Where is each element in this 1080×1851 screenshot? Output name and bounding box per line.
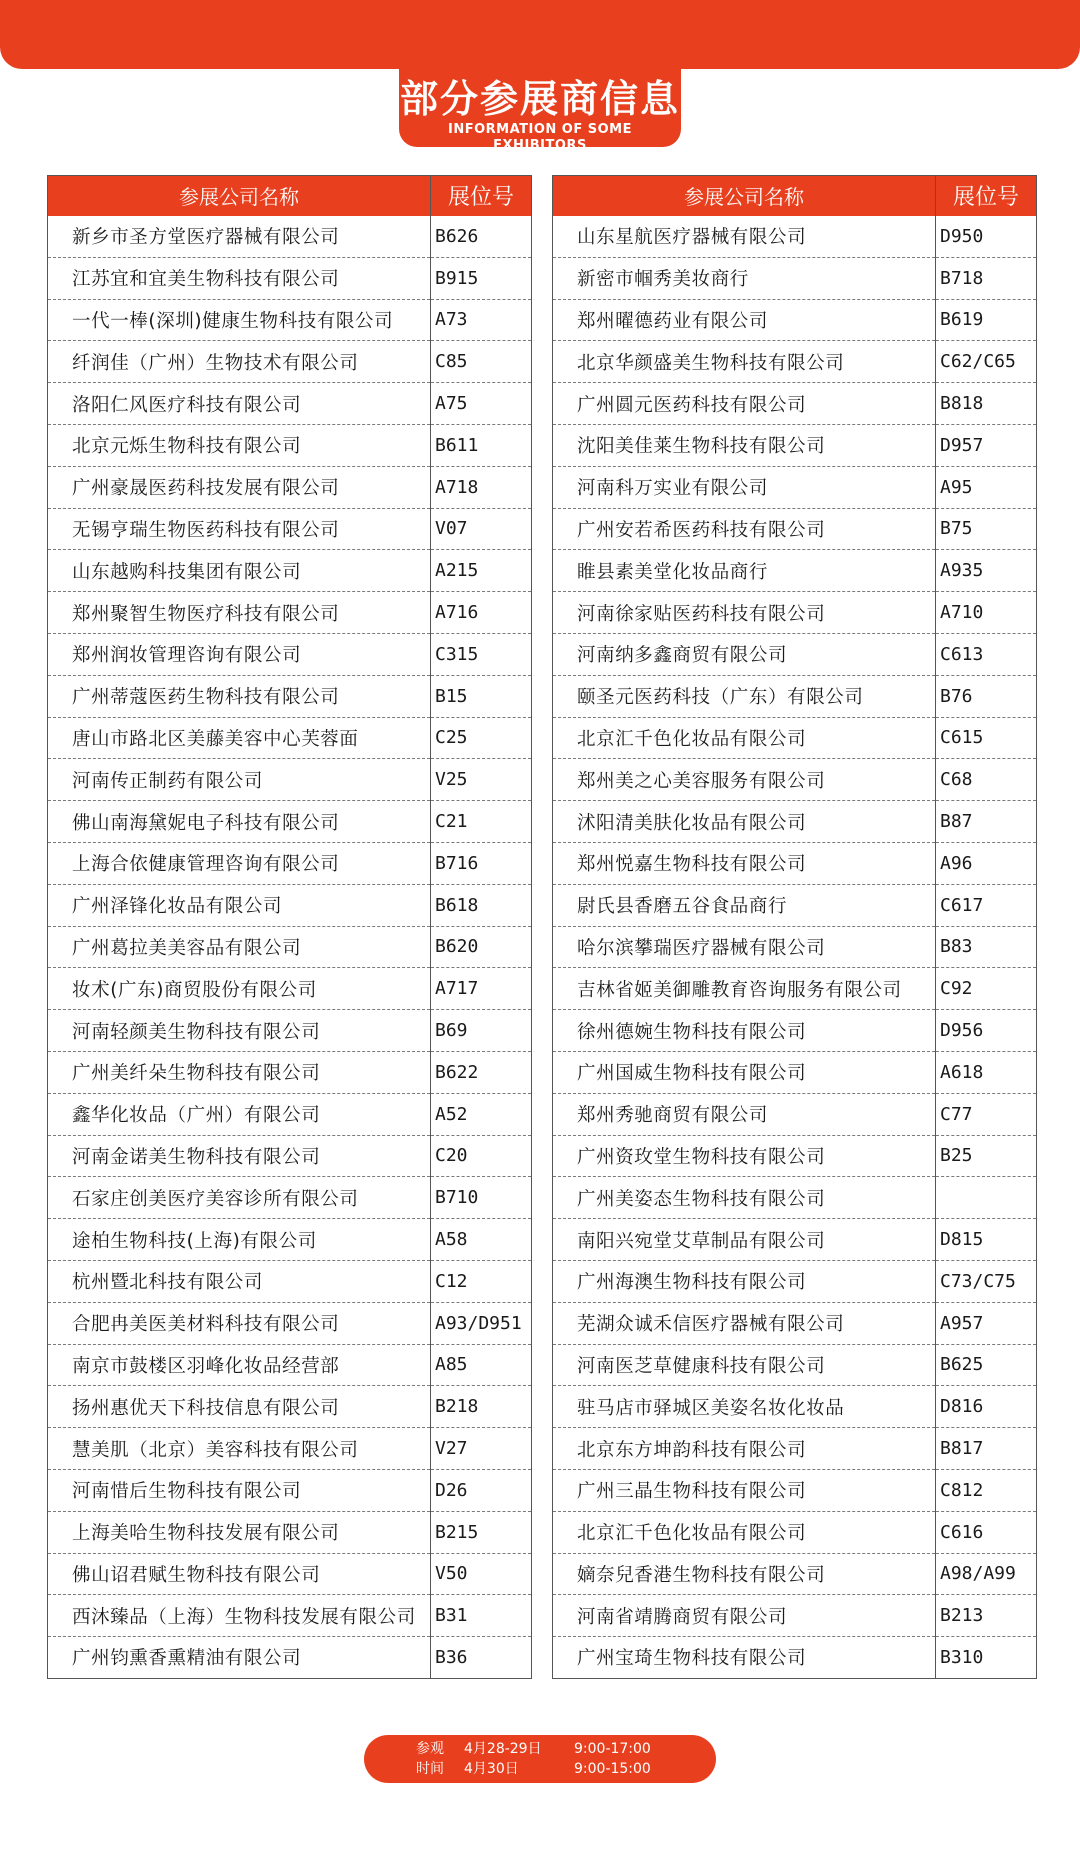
table-row xyxy=(48,466,532,508)
table-row xyxy=(48,801,532,843)
booth-number-cell: B611 xyxy=(431,424,532,466)
table-row xyxy=(48,1177,532,1219)
booth-number-cell: B213 xyxy=(936,1595,1037,1637)
booth-number-cell: C77 xyxy=(936,1093,1037,1135)
table-row xyxy=(553,1093,1037,1135)
table-row xyxy=(48,1219,532,1261)
company-name-cell: 广州三晶生物科技有限公司 xyxy=(553,1469,936,1511)
table-row xyxy=(48,1260,532,1302)
table-row xyxy=(553,717,1037,759)
booth-number-cell: C615 xyxy=(936,717,1037,759)
booth-number-cell: A85 xyxy=(431,1344,532,1386)
table-row xyxy=(48,383,532,425)
company-name-cell: 广州美姿态生物科技有限公司 xyxy=(553,1177,936,1219)
company-name-cell: 徐州德婉生物科技有限公司 xyxy=(553,1010,936,1052)
booth-number-cell: C62/C65 xyxy=(936,341,1037,383)
table-row xyxy=(553,299,1037,341)
booth-number-cell: A717 xyxy=(431,968,532,1010)
booth-number-cell: D957 xyxy=(936,424,1037,466)
company-name-cell: 洛阳仁风医疗科技有限公司 xyxy=(48,383,431,425)
visit-label-line1: 参观 xyxy=(416,1741,444,1757)
booth-number-cell: A52 xyxy=(431,1093,532,1135)
booth-number-cell: C613 xyxy=(936,633,1037,675)
company-name-cell: 无锡亨瑞生物医药科技有限公司 xyxy=(48,508,431,550)
company-name-cell: 郑州曜德药业有限公司 xyxy=(553,299,936,341)
table-row xyxy=(48,1302,532,1344)
booth-number-cell: V27 xyxy=(431,1428,532,1470)
table-row xyxy=(553,216,1037,258)
table-row xyxy=(553,1010,1037,1052)
company-name-cell: 吉林省姬美御雕教育咨询服务有限公司 xyxy=(553,968,936,1010)
company-name-cell: 广州葛拉美美容品有限公司 xyxy=(48,926,431,968)
company-name-cell: 尉氏县香磨五谷食品商行 xyxy=(553,884,936,926)
company-name-cell: 河南科万实业有限公司 xyxy=(553,466,936,508)
booth-number-cell: A95 xyxy=(936,466,1037,508)
table-row xyxy=(48,1637,532,1679)
company-name-cell: 河南传正制药有限公司 xyxy=(48,759,431,801)
company-name-cell: 慧美肌（北京）美容科技有限公司 xyxy=(48,1428,431,1470)
table-row xyxy=(553,508,1037,550)
company-name-cell: 佛山诏君赋生物科技有限公司 xyxy=(48,1553,431,1595)
company-name-cell: 河南纳多鑫商贸有限公司 xyxy=(553,633,936,675)
booth-number-cell: C21 xyxy=(431,801,532,843)
table-header-row xyxy=(553,176,1037,216)
table-row xyxy=(553,1135,1037,1177)
visit-date-1: 4月28-29日 xyxy=(464,1741,542,1757)
table-row xyxy=(553,842,1037,884)
company-name-cell: 新密市帼秀美妆商行 xyxy=(553,257,936,299)
booth-number-cell: C616 xyxy=(936,1511,1037,1553)
company-name-cell: 广州泽锋化妆品有限公司 xyxy=(48,884,431,926)
top-banner-bar xyxy=(0,0,1080,69)
table-row xyxy=(48,1344,532,1386)
company-name-cell: 纤润佳（广州）生物技术有限公司 xyxy=(48,341,431,383)
company-name-cell: 河南惜后生物科技有限公司 xyxy=(48,1469,431,1511)
company-name-cell: 河南徐家贴医药科技有限公司 xyxy=(553,592,936,634)
visit-time-1: 9:00-17:00 xyxy=(574,1741,651,1757)
table-row xyxy=(48,675,532,717)
table-row xyxy=(48,592,532,634)
booth-number-cell: B75 xyxy=(936,508,1037,550)
table-row xyxy=(553,1469,1037,1511)
table-row xyxy=(553,341,1037,383)
company-name-cell: 郑州润妆管理咨询有限公司 xyxy=(48,633,431,675)
table-row xyxy=(48,216,532,258)
table-row xyxy=(553,968,1037,1010)
table-row xyxy=(553,1428,1037,1470)
booth-number-cell: B31 xyxy=(431,1595,532,1637)
company-name-cell: 河南金诺美生物科技有限公司 xyxy=(48,1135,431,1177)
booth-number-cell: A96 xyxy=(936,842,1037,884)
company-name-cell: 郑州悦嘉生物科技有限公司 xyxy=(553,842,936,884)
booth-number-cell: A935 xyxy=(936,550,1037,592)
booth-number-cell: B716 xyxy=(431,842,532,884)
table-row xyxy=(48,508,532,550)
company-name-cell: 新乡市圣方堂医疗器械有限公司 xyxy=(48,216,431,258)
table-row xyxy=(48,968,532,1010)
booth-number-cell: C20 xyxy=(431,1135,532,1177)
company-name-cell: 合肥冉美医美材料科技有限公司 xyxy=(48,1302,431,1344)
booth-number-cell: D815 xyxy=(936,1219,1037,1261)
company-name-cell: 郑州聚智生物医疗科技有限公司 xyxy=(48,592,431,634)
table-row xyxy=(553,1553,1037,1595)
company-name-cell: 一代一棒(深圳)健康生物科技有限公司 xyxy=(48,299,431,341)
company-name-cell: 广州圆元医药科技有限公司 xyxy=(553,383,936,425)
company-name-cell: 广州国威生物科技有限公司 xyxy=(553,1051,936,1093)
column-header-booth: 展位号 xyxy=(431,176,532,216)
table-row xyxy=(553,1051,1037,1093)
table-row xyxy=(48,257,532,299)
booth-number-cell: C12 xyxy=(431,1260,532,1302)
table-row xyxy=(48,1051,532,1093)
table-row xyxy=(553,1595,1037,1637)
booth-number-cell: A75 xyxy=(431,383,532,425)
company-name-cell: 江苏宜和宜美生物科技有限公司 xyxy=(48,257,431,299)
column-header-company: 参展公司名称 xyxy=(48,176,431,216)
booth-number-cell: V25 xyxy=(431,759,532,801)
booth-number-cell: B25 xyxy=(936,1135,1037,1177)
table-row xyxy=(48,1511,532,1553)
table-row xyxy=(553,1302,1037,1344)
company-name-cell: 芜湖众诚禾信医疗器械有限公司 xyxy=(553,1302,936,1344)
table-row xyxy=(48,299,532,341)
table-row xyxy=(48,550,532,592)
table-row xyxy=(48,1010,532,1052)
booth-number-cell: A718 xyxy=(431,466,532,508)
table-row xyxy=(553,1177,1037,1219)
table-row xyxy=(48,1093,532,1135)
company-name-cell: 佛山南海黛妮电子科技有限公司 xyxy=(48,801,431,843)
company-name-cell: 北京东方坤韵科技有限公司 xyxy=(553,1428,936,1470)
table-row xyxy=(48,1553,532,1595)
table-row xyxy=(553,1260,1037,1302)
booth-number-cell: B622 xyxy=(431,1051,532,1093)
table-row xyxy=(48,759,532,801)
booth-number-cell: C315 xyxy=(431,633,532,675)
table-row xyxy=(48,341,532,383)
visit-label-line2: 时间 xyxy=(416,1761,444,1777)
table-row xyxy=(553,759,1037,801)
table-row xyxy=(48,884,532,926)
page-title: 部分参展商信息 xyxy=(399,77,680,121)
booth-number-cell: B76 xyxy=(936,675,1037,717)
booth-number-cell: A957 xyxy=(936,1302,1037,1344)
booth-number-cell: B619 xyxy=(936,299,1037,341)
booth-number-cell: A58 xyxy=(431,1219,532,1261)
booth-number-cell: A716 xyxy=(431,592,532,634)
company-name-cell: 河南轻颜美生物科技有限公司 xyxy=(48,1010,431,1052)
company-name-cell: 唐山市路北区美藤美容中心芙蓉面 xyxy=(48,717,431,759)
company-name-cell: 途柏生物科技(上海)有限公司 xyxy=(48,1219,431,1261)
table-row xyxy=(48,717,532,759)
company-name-cell: 上海合依健康管理咨询有限公司 xyxy=(48,842,431,884)
company-name-cell: 郑州秀驰商贸有限公司 xyxy=(553,1093,936,1135)
table-row xyxy=(553,550,1037,592)
company-name-cell: 嫡奈兒香港生物科技有限公司 xyxy=(553,1553,936,1595)
booth-number-cell: B718 xyxy=(936,257,1037,299)
table-row xyxy=(48,1386,532,1428)
company-name-cell: 妆术(广东)商贸股份有限公司 xyxy=(48,968,431,1010)
exhibitor-table-right xyxy=(552,175,1037,1679)
booth-number-cell: B817 xyxy=(936,1428,1037,1470)
table-row xyxy=(553,801,1037,843)
company-name-cell: 河南医芝草健康科技有限公司 xyxy=(553,1344,936,1386)
booth-number-cell: A98/A99 xyxy=(936,1553,1037,1595)
table-row xyxy=(553,424,1037,466)
company-name-cell: 哈尔滨攀瑞医疗器械有限公司 xyxy=(553,926,936,968)
page-subtitle: INFORMATION OF SOME EXHIBITORS xyxy=(448,122,632,153)
table-row xyxy=(553,1344,1037,1386)
table-row xyxy=(48,1135,532,1177)
company-name-cell: 广州美纤朵生物科技有限公司 xyxy=(48,1051,431,1093)
company-name-cell: 石家庄创美医疗美容诊所有限公司 xyxy=(48,1177,431,1219)
booth-number-cell: C73/C75 xyxy=(936,1260,1037,1302)
company-name-cell: 广州安若希医药科技有限公司 xyxy=(553,508,936,550)
table-row xyxy=(48,1428,532,1470)
booth-number-cell: D950 xyxy=(936,216,1037,258)
company-name-cell: 北京元烁生物科技有限公司 xyxy=(48,424,431,466)
company-name-cell: 颐圣元医药科技（广东）有限公司 xyxy=(553,675,936,717)
company-name-cell: 广州钧熏香熏精油有限公司 xyxy=(48,1637,431,1679)
booth-number-cell: A73 xyxy=(431,299,532,341)
booth-number-cell: V07 xyxy=(431,508,532,550)
table-row xyxy=(553,1511,1037,1553)
table-row xyxy=(553,592,1037,634)
table-header-row xyxy=(48,176,532,216)
table-row xyxy=(48,424,532,466)
table-row xyxy=(553,383,1037,425)
booth-number-cell: B818 xyxy=(936,383,1037,425)
booth-number-cell: A618 xyxy=(936,1051,1037,1093)
company-name-cell: 南京市鼓楼区羽峰化妆品经营部 xyxy=(48,1344,431,1386)
booth-number-cell: B625 xyxy=(936,1344,1037,1386)
booth-number-cell: D816 xyxy=(936,1386,1037,1428)
exhibitor-table-right-body xyxy=(553,216,1037,1679)
booth-number-cell: B83 xyxy=(936,926,1037,968)
company-name-cell: 上海美哈生物科技发展有限公司 xyxy=(48,1511,431,1553)
booth-number-cell: D26 xyxy=(431,1469,532,1511)
table-row xyxy=(553,1386,1037,1428)
booth-number-cell: A93/D951 xyxy=(431,1302,532,1344)
title-badge xyxy=(399,66,681,153)
exhibitor-table-left xyxy=(47,175,532,1679)
company-name-cell: 鑫华化妆品（广州）有限公司 xyxy=(48,1093,431,1135)
table-row xyxy=(553,1219,1037,1261)
table-row xyxy=(553,466,1037,508)
booth-number-cell: C85 xyxy=(431,341,532,383)
booth-number-cell: C812 xyxy=(936,1469,1037,1511)
company-name-cell: 北京汇千色化妆品有限公司 xyxy=(553,1511,936,1553)
booth-number-cell: B87 xyxy=(936,801,1037,843)
column-header-company: 参展公司名称 xyxy=(553,176,936,216)
company-name-cell: 北京汇千色化妆品有限公司 xyxy=(553,717,936,759)
company-name-cell: 南阳兴宛堂艾草制品有限公司 xyxy=(553,1219,936,1261)
table-row xyxy=(553,257,1037,299)
company-name-cell: 河南省靖腾商贸有限公司 xyxy=(553,1595,936,1637)
table-row xyxy=(553,633,1037,675)
company-name-cell: 山东越购科技集团有限公司 xyxy=(48,550,431,592)
booth-number-cell: B69 xyxy=(431,1010,532,1052)
booth-number-cell: V50 xyxy=(431,1553,532,1595)
column-header-booth: 展位号 xyxy=(936,176,1037,216)
table-row xyxy=(48,633,532,675)
booth-number-cell: B15 xyxy=(431,675,532,717)
booth-number-cell: B618 xyxy=(431,884,532,926)
company-name-cell: 山东星航医疗器械有限公司 xyxy=(553,216,936,258)
table-row xyxy=(48,926,532,968)
company-name-cell: 杭州暨北科技有限公司 xyxy=(48,1260,431,1302)
table-row xyxy=(553,1637,1037,1679)
booth-number-cell: B215 xyxy=(431,1511,532,1553)
visit-time-badge xyxy=(364,1735,716,1783)
booth-number-cell xyxy=(936,1177,1037,1219)
company-name-cell: 沈阳美佳莱生物科技有限公司 xyxy=(553,424,936,466)
booth-number-cell: B36 xyxy=(435,1646,468,1668)
booth-number-cell: C68 xyxy=(936,759,1037,801)
table-row xyxy=(48,842,532,884)
booth-number-cell: C92 xyxy=(936,968,1037,1010)
table-row xyxy=(48,1595,532,1637)
booth-number-cell: B620 xyxy=(431,926,532,968)
booth-number-cell: A215 xyxy=(431,550,532,592)
table-row xyxy=(553,884,1037,926)
visit-date-2: 4月30日 xyxy=(464,1761,519,1777)
booth-number-cell: B310 xyxy=(940,1646,984,1668)
company-name-cell: 西沐臻品（上海）生物科技发展有限公司 xyxy=(48,1595,431,1637)
company-name-cell: 郑州美之心美容服务有限公司 xyxy=(553,759,936,801)
company-name-cell: 广州蒂蔻医药生物科技有限公司 xyxy=(48,675,431,717)
booth-number-cell: B218 xyxy=(431,1386,532,1428)
booth-number-cell: B915 xyxy=(431,257,532,299)
company-name-cell: 驻马店市驿城区美姿名妆化妆品 xyxy=(553,1386,936,1428)
booth-number-cell: B710 xyxy=(431,1177,532,1219)
booth-number-cell: C617 xyxy=(936,884,1037,926)
table-row xyxy=(48,1469,532,1511)
table-row xyxy=(553,675,1037,717)
company-name-cell: 睢县素美堂化妆品商行 xyxy=(553,550,936,592)
table-row xyxy=(553,926,1037,968)
company-name-cell: 沭阳清美肤化妆品有限公司 xyxy=(553,801,936,843)
company-name-cell: 扬州惠优天下科技信息有限公司 xyxy=(48,1386,431,1428)
visit-time-2: 9:00-15:00 xyxy=(574,1761,651,1777)
exhibitor-table-left-body xyxy=(48,216,532,1679)
booth-number-cell: A710 xyxy=(936,592,1037,634)
booth-number-cell: D956 xyxy=(936,1010,1037,1052)
company-name-cell: 北京华颜盛美生物科技有限公司 xyxy=(553,341,936,383)
company-name-cell: 广州豪晟医药科技发展有限公司 xyxy=(48,466,431,508)
booth-number-cell: C25 xyxy=(431,717,532,759)
company-name-cell: 广州海澳生物科技有限公司 xyxy=(553,1260,936,1302)
company-name-cell: 广州资玫堂生物科技有限公司 xyxy=(553,1135,936,1177)
company-name-cell: 广州宝琦生物科技有限公司 xyxy=(553,1637,936,1679)
booth-number-cell: B626 xyxy=(431,216,532,258)
